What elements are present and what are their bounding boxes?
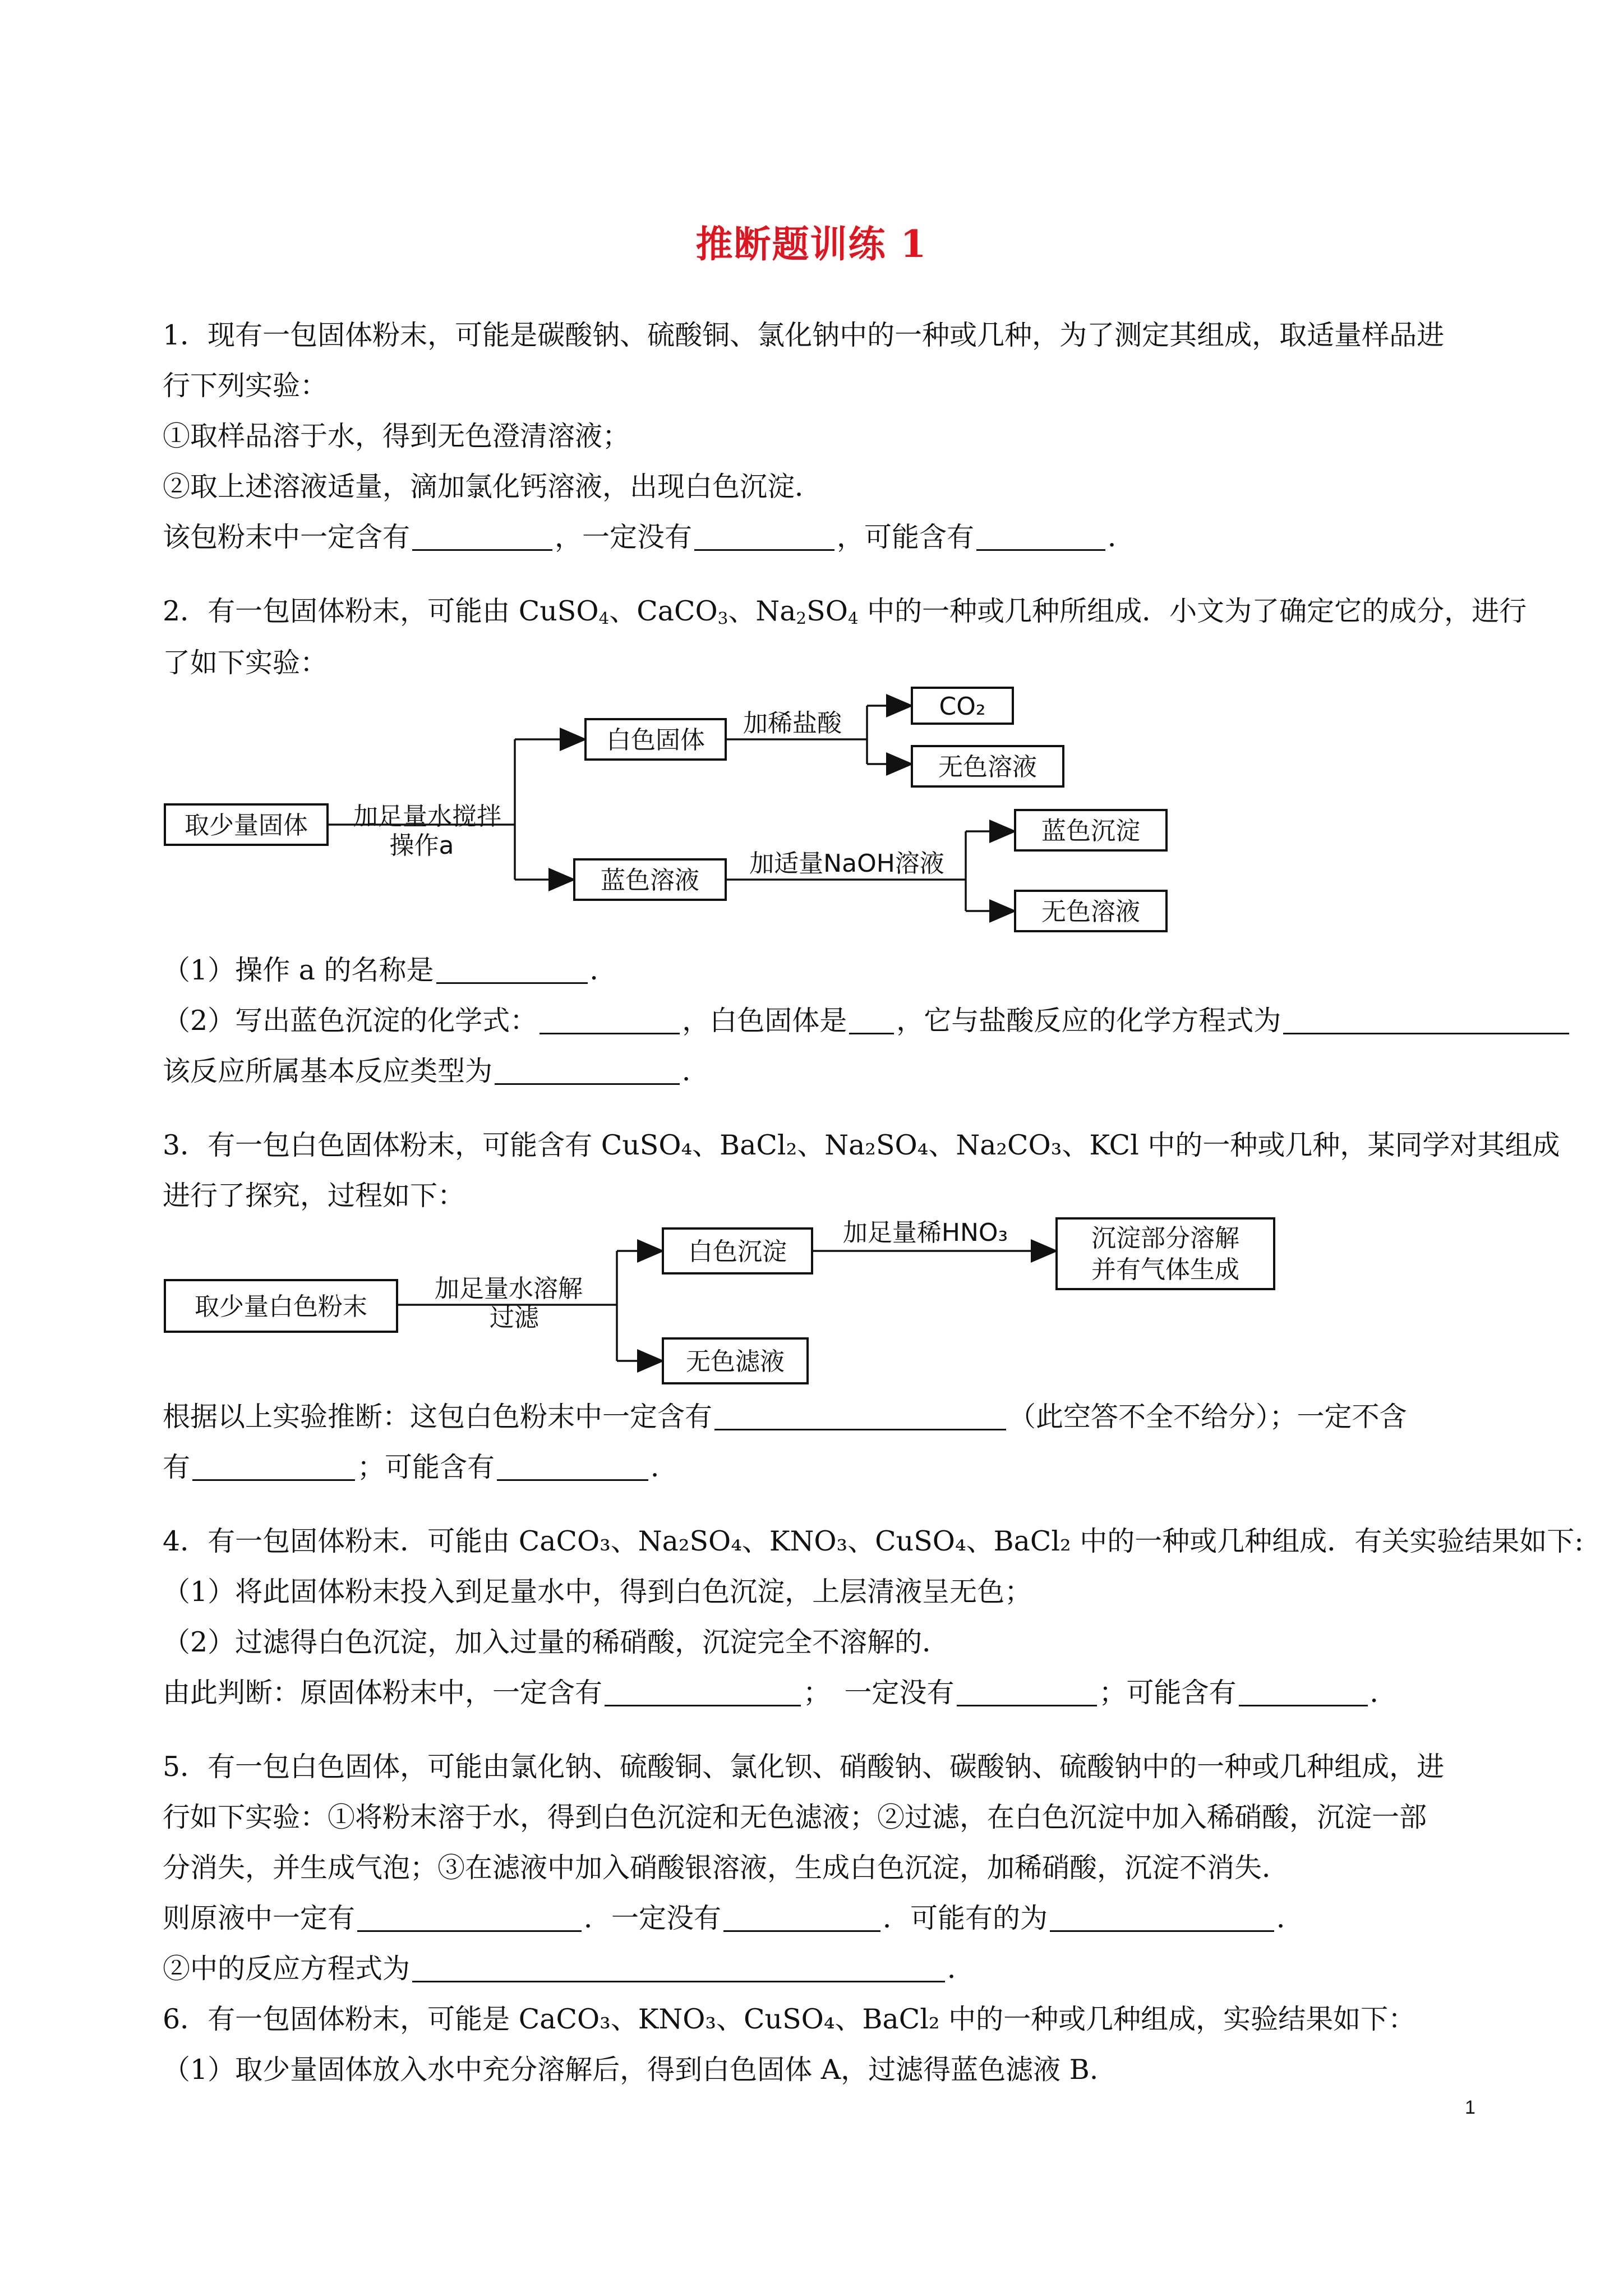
q3-stem-line2: 进行了探究，过程如下： [163,1180,465,1212]
subscript: 4 [598,609,610,628]
q2-stem-part: SO [806,595,848,627]
q3-box-filtrate-label: 无色滤液 [686,1347,785,1376]
q2-stem-part: 、CaCO [609,595,718,627]
q3-ask-text: 根据以上实验推断：这包白色粉末中一定含有 [163,1401,713,1433]
op-naoh-label: 加适量NaOH溶液 [749,849,944,878]
box-start-label: 取少量固体 [185,811,308,840]
box-co2-label: CO₂ [939,692,986,721]
q4-question [163,1676,1398,1710]
q4-ask-text: 由此判断：原固体粉末中，一定含有 [163,1677,603,1709]
q4-step2: （2）过滤得白色沉淀，加入过量的稀硝酸，沉淀完全不溶解的． [163,1626,950,1658]
answer-blank[interactable] [497,1453,648,1481]
q4-stem: 4．有一包固体粉末．可能由 CaCO₃、Na₂SO₄、KNO₃、CuSO₄、BaCl₂ 中的一种或几种组成．有关实验结果如下: [163,1525,1584,1557]
op-label-2: 操作a [389,831,454,860]
q4-ask-text: ；可能含有 [1099,1677,1237,1709]
q5-line1: 5．有一包白色固体，可能由氯化钠、硫酸铜、氯化钡、硝酸钠、碳酸钠、硫酸钠中的一种或几种组成，进 [163,1751,1445,1783]
q3-op-label-1: 加足量水溶解 [435,1274,583,1303]
q1-stem-line1: 1．现有一包固体粉末，可能是碳酸钠、硫酸铜、氯化钠中的一种或几种，为了测定其组成，取适量样品进 [163,319,1445,351]
answer-blank[interactable] [957,1679,1097,1706]
q2-sub2-text: ，白色固体是 [682,1005,847,1037]
q5-line3: 分消失，并生成气泡；③在滤液中加入硝酸银溶液，生成白色沉淀，加稀硝酸，沉淀不消失． [163,1852,1290,1884]
q3-question-line2 [163,1451,678,1484]
answer-blank[interactable] [849,1007,894,1034]
answer-blank[interactable] [436,956,588,984]
period: ． [1108,521,1136,553]
box-colorless-1-label: 无色溶液 [938,753,1037,781]
q1-step1: ①取样品溶于水，得到无色澄清溶液； [163,420,630,452]
q4-step1: （1）将此固体粉末投入到足量水中，得到白色沉淀，上层清液呈无色； [163,1576,1032,1608]
op-acid-label: 加稀盐酸 [743,709,842,738]
q1-stem-line2: 行下列实验： [163,370,328,402]
q2-sub3 [163,1055,709,1088]
box-colorless-2-label: 无色溶液 [1041,898,1140,926]
q2-sub2-text: （2）写出蓝色沉淀的化学式： [163,1005,538,1037]
q3-box-start-label: 取少量白色粉末 [195,1292,367,1321]
q3-result-line1: 沉淀部分溶解 [1091,1224,1239,1253]
subscript: 2 [796,609,807,628]
q3-ask-text: 有 [163,1451,191,1483]
page-number: 1 [1465,2097,1476,2118]
q4-ask-text: ； 一定没有 [803,1677,955,1709]
q3-box-white-ppt-label: 白色沉淀 [688,1237,787,1266]
q2-stem-part: 2．有一包固体粉末，可能由 CuSO [163,595,599,627]
q5-ask-text: ．可能有的为 [883,1902,1048,1934]
answer-blank[interactable] [723,1904,880,1932]
box-blue-solution-label: 蓝色溶液 [601,866,699,895]
answer-blank[interactable] [605,1679,801,1706]
q3-question-line1 [163,1400,1407,1434]
op-label-1: 加足量水搅拌 [353,802,501,831]
q3-op-label-2: 过滤 [490,1304,539,1332]
q6-step1: （1）取少量固体放入水中充分溶解后，得到白色固体 A，过滤得蓝色滤液 B. [163,2054,1099,2086]
q3-result-line2: 并有气体生成 [1091,1255,1239,1284]
q2-sub1-text: （1）操作 a 的名称是 [163,954,434,986]
answer-blank[interactable] [192,1453,355,1481]
q2-sub2 [163,1004,1571,1038]
q1-step2: ②取上述溶液适量，滴加氯化钙溶液，出现白色沉淀． [163,471,823,503]
q5-line2: 行如下实验：①将粉末溶于水，得到白色沉淀和无色滤液；②过滤，在白色沉淀中加入稀硝酸，沉淀一部 [163,1801,1427,1833]
q3-op-hno3-label: 加足量稀HNO₃ [842,1218,1008,1247]
period: ． [1276,1902,1304,1934]
q3-ask-text: （此空答不全不给分）；一定不含 [1008,1401,1407,1433]
q1-ask-absent: ，一定没有 [555,521,693,553]
q3-ask-text: ；可能含有 [357,1451,495,1483]
box-blue-precipitate-label: 蓝色沉淀 [1041,817,1140,845]
q2-sub2-text: ，它与盐酸反应的化学方程式为 [896,1005,1281,1037]
q2-stem-part: 、Na [728,595,796,627]
period: ． [589,954,617,986]
q6-stem: 6．有一包固体粉末，可能是 CaCO₃、KNO₃、CuSO₄、BaCl₂ 中的一种或几种组成，实验结果如下： [163,2003,1416,2035]
answer-blank[interactable] [495,1057,680,1085]
period: ． [947,1953,975,1985]
q5-ask-text: 则原液中一定有 [163,1902,356,1934]
answer-blank[interactable] [714,1403,1006,1430]
q2-sub1 [163,954,617,987]
answer-blank[interactable] [412,1955,945,1982]
answer-blank[interactable] [540,1007,680,1034]
q5-question [163,1902,1304,1935]
subscript: 3 [717,609,728,628]
period: ． [1370,1677,1398,1709]
q2-stem-part: 中的一种或几种所组成．小文为了确定它的成分，进行 [858,595,1527,627]
q5-equation [163,1952,975,1986]
page-title: 推断题训练 1 [695,222,928,266]
q5-eq-text: ②中的反应方程式为 [163,1953,411,1985]
q1-ask-contains: 该包粉末中一定含有 [163,521,411,553]
subscript: 4 [847,609,859,628]
q5-ask-text: ．一定没有 [584,1902,722,1934]
q1-ask-possible: ，可能含有 [837,521,975,553]
q2-sub3-text: 该反应所属基本反应类型为 [163,1055,493,1087]
period: ． [682,1055,710,1087]
answer-blank[interactable] [357,1904,582,1932]
answer-blank[interactable] [1050,1904,1274,1932]
answer-blank[interactable] [1239,1679,1368,1706]
period: ． [651,1451,679,1483]
box-white-solid-label: 白色固体 [606,726,705,754]
answer-blank[interactable] [1283,1007,1569,1034]
q3-stem-line1: 3．有一包白色固体粉末，可能含有 CuSO₄、BaCl₂、Na₂SO₄、Na₂CO₃、KCl 中的一种或几种，某同学对其组成 [163,1129,1560,1161]
q2-stem-line2: 了如下实验： [163,647,328,679]
